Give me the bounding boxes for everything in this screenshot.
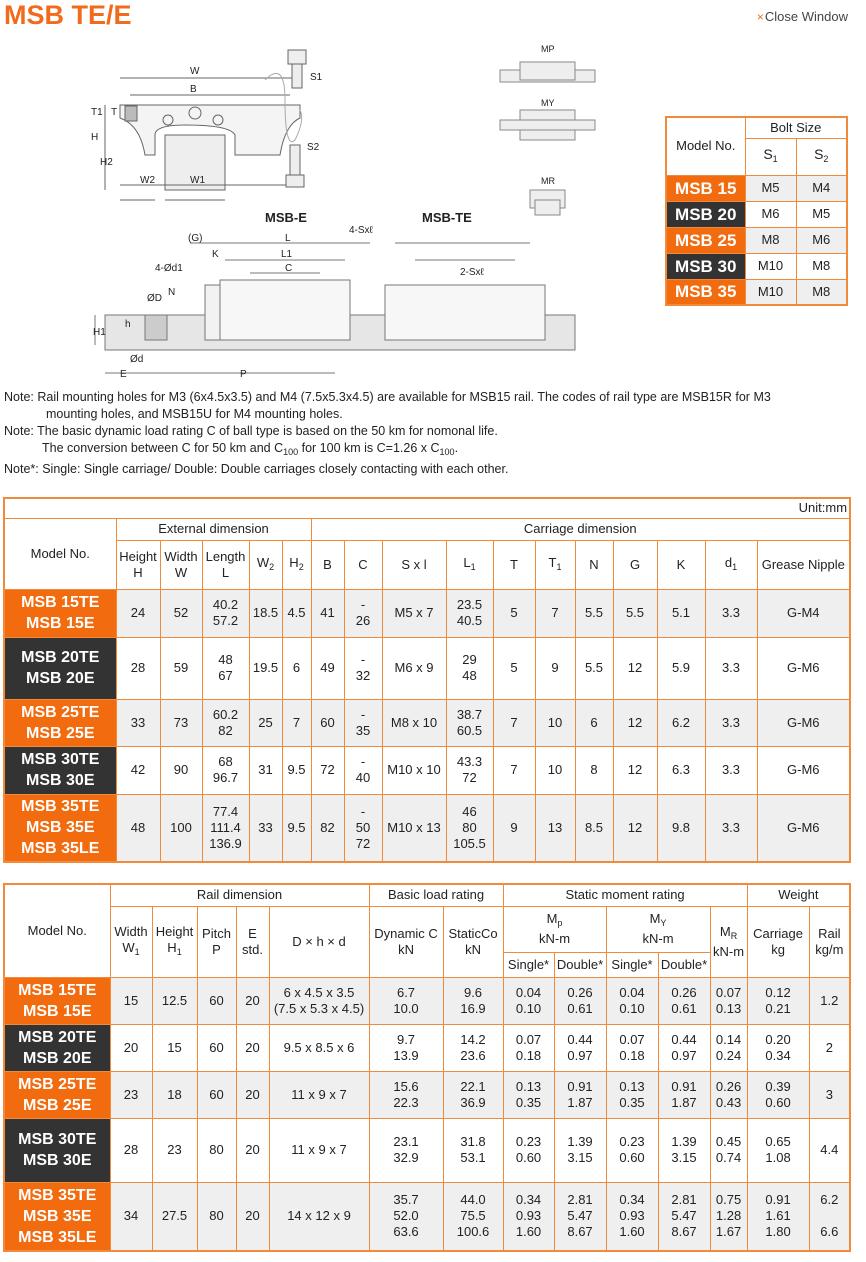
value-cell: 0.26 0.43 bbox=[710, 1071, 747, 1118]
column-header: C bbox=[344, 540, 382, 589]
model-cell: MSB 25TE MSB 25E bbox=[4, 699, 116, 746]
column-header: G bbox=[613, 540, 657, 589]
value-cell: 44.0 75.5 100.6 bbox=[443, 1182, 503, 1251]
value-cell: 0.44 0.97 bbox=[554, 1024, 606, 1071]
rail-weight-header: Rail kg/m bbox=[809, 906, 850, 977]
s1-cell: M8 bbox=[745, 227, 796, 253]
value-cell: 48 bbox=[116, 794, 160, 862]
value-cell: 31 bbox=[249, 746, 282, 794]
value-cell: M10 x 13 bbox=[382, 794, 446, 862]
value-cell: 18.5 bbox=[249, 589, 282, 637]
value-cell: 42 bbox=[116, 746, 160, 794]
label-2sxl: 2-Sxℓ bbox=[460, 267, 484, 278]
value-cell: 5.1 bbox=[657, 589, 705, 637]
page-title: MSB TE/E bbox=[4, 0, 132, 30]
value-cell: 12 bbox=[613, 699, 657, 746]
value-cell: 0.91 1.61 1.80 bbox=[747, 1182, 809, 1251]
value-cell: 0.23 0.60 bbox=[606, 1118, 658, 1182]
value-cell: 0.20 0.34 bbox=[747, 1024, 809, 1071]
value-cell: 8 bbox=[575, 746, 613, 794]
value-cell: 0.65 1.08 bbox=[747, 1118, 809, 1182]
value-cell: 12 bbox=[613, 746, 657, 794]
bolt-size-header: Bolt Size bbox=[745, 117, 847, 138]
table-row bbox=[4, 1024, 850, 1071]
value-cell: 4.5 bbox=[282, 589, 311, 637]
value-cell: - 50 72 bbox=[344, 794, 382, 862]
mp-single-header: Single* bbox=[503, 952, 554, 977]
value-cell: 0.26 0.61 bbox=[658, 977, 710, 1024]
rail-load-moment-table bbox=[3, 883, 851, 1252]
model-header: Model No. bbox=[4, 884, 110, 977]
value-cell: 82 bbox=[311, 794, 344, 862]
value-cell: 0.34 0.93 1.60 bbox=[606, 1182, 658, 1251]
value-cell: 31.8 53.1 bbox=[443, 1118, 503, 1182]
value-cell: - 40 bbox=[344, 746, 382, 794]
column-header: $L_1$ bbox=[446, 540, 493, 589]
value-cell: 60.2 82 bbox=[202, 699, 249, 746]
value-cell: 20 bbox=[236, 1024, 269, 1071]
value-cell: G-M6 bbox=[757, 637, 850, 699]
value-cell: 20 bbox=[236, 1071, 269, 1118]
value-cell: 9.8 bbox=[657, 794, 705, 862]
column-header: N bbox=[575, 540, 613, 589]
value-cell: 24 bbox=[116, 589, 160, 637]
label-4d1: 4-Ød1 bbox=[155, 263, 183, 274]
label-h2: H2 bbox=[100, 157, 113, 168]
value-cell: 13 bbox=[535, 794, 575, 862]
s2-cell: M6 bbox=[796, 227, 847, 253]
value-cell: 33 bbox=[249, 794, 282, 862]
column-header: Height H bbox=[116, 540, 160, 589]
value-cell: 14 x 12 x 9 bbox=[269, 1182, 369, 1251]
value-cell: 72 bbox=[311, 746, 344, 794]
value-cell: 60 bbox=[197, 977, 236, 1024]
value-cell: 7 bbox=[493, 699, 535, 746]
note-2-cont: The conversion between C for 50 km and $C_{100}$ for 100 km is C=1.26 x $C_{100}$. bbox=[42, 441, 459, 457]
value-cell: 15 bbox=[152, 1024, 197, 1071]
carriage-dimension-table bbox=[3, 497, 851, 863]
value-cell: 5 bbox=[493, 589, 535, 637]
mr-header: $M_R$ kN-m bbox=[710, 906, 747, 977]
value-cell: 0.45 0.74 bbox=[710, 1118, 747, 1182]
value-cell: 6 x 4.5 x 3.5 (7.5 x 5.3 x 4.5) bbox=[269, 977, 369, 1024]
label-e: E bbox=[120, 369, 127, 380]
e-header: E std. bbox=[236, 906, 269, 977]
value-cell: 60 bbox=[197, 1071, 236, 1118]
label-w2: W2 bbox=[140, 175, 155, 186]
value-cell: M5 x 7 bbox=[382, 589, 446, 637]
value-cell: 18 bbox=[152, 1071, 197, 1118]
value-cell: 5.5 bbox=[575, 589, 613, 637]
s1-cell: M5 bbox=[745, 175, 796, 201]
label-l1: L1 bbox=[281, 249, 293, 260]
column-header: $W_2$ bbox=[249, 540, 282, 589]
value-cell: G-M4 bbox=[757, 589, 850, 637]
value-cell: 5.5 bbox=[613, 589, 657, 637]
value-cell: 73 bbox=[160, 699, 202, 746]
table-row bbox=[4, 794, 850, 862]
unit-label: Unit:mm bbox=[4, 498, 850, 518]
value-cell: 7 bbox=[535, 589, 575, 637]
value-cell: - 26 bbox=[344, 589, 382, 637]
column-header: $d_1$ bbox=[705, 540, 757, 589]
value-cell: 23 bbox=[110, 1071, 152, 1118]
w1-header: Width $W_1$ bbox=[110, 906, 152, 977]
value-cell: 6 bbox=[282, 637, 311, 699]
value-cell: 12 bbox=[613, 794, 657, 862]
bolt-row bbox=[666, 227, 847, 253]
model-cell: MSB 20 bbox=[666, 201, 745, 227]
value-cell: 15 bbox=[110, 977, 152, 1024]
value-cell: 60 bbox=[311, 699, 344, 746]
value-cell: 48 67 bbox=[202, 637, 249, 699]
msb-e-title: MSB-E bbox=[265, 210, 307, 225]
s2-cell: M8 bbox=[796, 253, 847, 279]
value-cell: 0.14 0.24 bbox=[710, 1024, 747, 1071]
value-cell: 68 96.7 bbox=[202, 746, 249, 794]
value-cell: 22.1 36.9 bbox=[443, 1071, 503, 1118]
value-cell: 19.5 bbox=[249, 637, 282, 699]
value-cell: 20 bbox=[236, 1118, 269, 1182]
value-cell: 5 bbox=[493, 637, 535, 699]
value-cell: 80 bbox=[197, 1118, 236, 1182]
value-cell: 0.04 0.10 bbox=[503, 977, 554, 1024]
value-cell: 6.3 bbox=[657, 746, 705, 794]
model-cell: MSB 30 bbox=[666, 253, 745, 279]
value-cell: 3.3 bbox=[705, 637, 757, 699]
value-cell: 11 x 9 x 7 bbox=[269, 1071, 369, 1118]
value-cell: 1.39 3.15 bbox=[554, 1118, 606, 1182]
value-cell: 12.5 bbox=[152, 977, 197, 1024]
label-h: H bbox=[91, 132, 99, 143]
label-t1: T1 bbox=[91, 107, 103, 118]
s1-cell: M10 bbox=[745, 279, 796, 305]
pitch-header: Pitch P bbox=[197, 906, 236, 977]
model-cell: MSB 30TE MSB 30E bbox=[4, 1118, 110, 1182]
value-cell: 90 bbox=[160, 746, 202, 794]
s1-cell: M10 bbox=[745, 253, 796, 279]
close-window-button[interactable] bbox=[757, 9, 848, 24]
value-cell: 9.7 13.9 bbox=[369, 1024, 443, 1071]
label-h: h bbox=[125, 319, 131, 330]
label-my: MY bbox=[541, 98, 555, 108]
column-header: Grease Nipple bbox=[757, 540, 850, 589]
column-header: Width W bbox=[160, 540, 202, 589]
my-single-header: Single* bbox=[606, 952, 658, 977]
model-cell: MSB 15 bbox=[666, 175, 745, 201]
value-cell: 2 bbox=[809, 1024, 850, 1071]
value-cell: 0.91 1.87 bbox=[554, 1071, 606, 1118]
column-header: $H_2$ bbox=[282, 540, 311, 589]
value-cell: 40.2 57.2 bbox=[202, 589, 249, 637]
label-w1: W1 bbox=[190, 175, 205, 186]
bolt-row bbox=[666, 279, 847, 305]
value-cell: 52 bbox=[160, 589, 202, 637]
value-cell: 0.23 0.60 bbox=[503, 1118, 554, 1182]
bolt-row bbox=[666, 175, 847, 201]
s2-cell: M8 bbox=[796, 279, 847, 305]
table-row bbox=[4, 1182, 850, 1251]
value-cell: M10 x 10 bbox=[382, 746, 446, 794]
note-2: Note: The basic dynamic load rating C of ball type is based on the 50 km for nomonal life. bbox=[4, 424, 498, 438]
label-k: K bbox=[212, 249, 219, 260]
carriage-dimension-header: Carriage dimension bbox=[311, 518, 850, 540]
s2-header: $S_2$ bbox=[796, 138, 847, 175]
value-cell: 9 bbox=[493, 794, 535, 862]
value-cell: 38.7 60.5 bbox=[446, 699, 493, 746]
value-cell: 9.5 bbox=[282, 746, 311, 794]
moment-diagrams bbox=[495, 40, 605, 220]
basic-load-header: Basic load rating bbox=[369, 884, 503, 906]
value-cell: - 32 bbox=[344, 637, 382, 699]
value-cell: 100 bbox=[160, 794, 202, 862]
notes bbox=[4, 389, 771, 478]
value-cell: 10 bbox=[535, 699, 575, 746]
mp-header: $M_p$ kN-m bbox=[503, 906, 606, 952]
s1-header: $S_1$ bbox=[745, 138, 796, 175]
mp-double-header: Double* bbox=[554, 952, 606, 977]
label-bigd: ØD bbox=[147, 293, 162, 304]
value-cell: 11 x 9 x 7 bbox=[269, 1118, 369, 1182]
label-s2: S2 bbox=[307, 142, 320, 153]
model-header: Model No. bbox=[666, 117, 745, 175]
carriage-weight-header: Carriage kg bbox=[747, 906, 809, 977]
static-moment-header: Static moment rating bbox=[503, 884, 747, 906]
model-cell: MSB 25TE MSB 25E bbox=[4, 1071, 110, 1118]
value-cell: 46 80 105.5 bbox=[446, 794, 493, 862]
column-header: $T_1$ bbox=[535, 540, 575, 589]
s2-cell: M5 bbox=[796, 201, 847, 227]
value-cell: 0.26 0.61 bbox=[554, 977, 606, 1024]
table-row bbox=[4, 699, 850, 746]
label-g: (G) bbox=[188, 233, 203, 244]
value-cell: 0.13 0.35 bbox=[606, 1071, 658, 1118]
value-cell: 10 bbox=[535, 746, 575, 794]
label-4sxl: 4-Sxℓ bbox=[349, 225, 373, 236]
value-cell: 59 bbox=[160, 637, 202, 699]
value-cell: 9 bbox=[535, 637, 575, 699]
value-cell: 27.5 bbox=[152, 1182, 197, 1251]
value-cell: 20 bbox=[110, 1024, 152, 1071]
table-row bbox=[4, 746, 850, 794]
model-cell: MSB 35TE MSB 35E MSB 35LE bbox=[4, 1182, 110, 1251]
label-p: P bbox=[240, 369, 247, 380]
external-dimension-header: External dimension bbox=[116, 518, 311, 540]
value-cell: 23.1 32.9 bbox=[369, 1118, 443, 1182]
note-3: Note*: Single: Single carriage/ Double: Double carriages closely contacting with each other. bbox=[4, 462, 509, 476]
column-header: S x l bbox=[382, 540, 446, 589]
label-s1: S1 bbox=[310, 72, 323, 83]
value-cell: 20 bbox=[236, 977, 269, 1024]
value-cell: 0.91 1.87 bbox=[658, 1071, 710, 1118]
label-n: N bbox=[168, 287, 176, 298]
value-cell: 15.6 22.3 bbox=[369, 1071, 443, 1118]
column-header: T bbox=[493, 540, 535, 589]
label-d: Ød bbox=[130, 354, 144, 365]
label-h1: H1 bbox=[93, 327, 106, 338]
value-cell: 0.75 1.28 1.67 bbox=[710, 1182, 747, 1251]
value-cell: 0.44 0.97 bbox=[658, 1024, 710, 1071]
model-cell: MSB 15TE MSB 15E bbox=[4, 589, 116, 637]
table-row bbox=[4, 637, 850, 699]
close-window-label: Close Window bbox=[764, 9, 848, 24]
dhd-header: D × h × d bbox=[269, 906, 369, 977]
close-icon: × bbox=[756, 10, 764, 24]
h1-header: Height $H_1$ bbox=[152, 906, 197, 977]
label-c: C bbox=[285, 263, 293, 274]
model-cell: MSB 15TE MSB 15E bbox=[4, 977, 110, 1024]
note-1: Note: Rail mounting holes for M3 (6x4.5x3.5) and M4 (7.5x5.3x4.5) are available for MSB15 rail. The codes of rail type are MSB15R for M3 bbox=[4, 390, 771, 404]
value-cell: M8 x 10 bbox=[382, 699, 446, 746]
model-cell: MSB 35 bbox=[666, 279, 745, 305]
value-cell: 77.4 111.4 136.9 bbox=[202, 794, 249, 862]
label-l: L bbox=[285, 233, 291, 244]
value-cell: 4.4 bbox=[809, 1118, 850, 1182]
column-header: B bbox=[311, 540, 344, 589]
msb-te-title: MSB-TE bbox=[422, 210, 472, 225]
value-cell: 5.5 bbox=[575, 637, 613, 699]
label-mp: MP bbox=[541, 44, 555, 54]
value-cell: 0.04 0.10 bbox=[606, 977, 658, 1024]
value-cell: 9.6 16.9 bbox=[443, 977, 503, 1024]
value-cell: 7 bbox=[493, 746, 535, 794]
my-header: $M_Y$ kN-m bbox=[606, 906, 710, 952]
value-cell: 1.2 bbox=[809, 977, 850, 1024]
label-t: T bbox=[111, 107, 118, 118]
value-cell: G-M6 bbox=[757, 746, 850, 794]
value-cell: 12 bbox=[613, 637, 657, 699]
value-cell: 9.5 bbox=[282, 794, 311, 862]
model-cell: MSB 25 bbox=[666, 227, 745, 253]
value-cell: 0.07 0.18 bbox=[606, 1024, 658, 1071]
my-double-header: Double* bbox=[658, 952, 710, 977]
value-cell: 35.7 52.0 63.6 bbox=[369, 1182, 443, 1251]
value-cell: 0.07 0.13 bbox=[710, 977, 747, 1024]
side-view-drawing bbox=[85, 205, 585, 380]
value-cell: 0.13 0.35 bbox=[503, 1071, 554, 1118]
value-cell: 1.39 3.15 bbox=[658, 1118, 710, 1182]
label-w: W bbox=[190, 66, 200, 77]
note-1-cont: mounting holes, and MSB15U for M4 mounting holes. bbox=[46, 407, 343, 421]
rail-dimension-header: Rail dimension bbox=[110, 884, 369, 906]
value-cell: G-M6 bbox=[757, 794, 850, 862]
value-cell: 3 bbox=[809, 1071, 850, 1118]
value-cell: 3.3 bbox=[705, 746, 757, 794]
value-cell: M6 x 9 bbox=[382, 637, 446, 699]
bolt-row bbox=[666, 201, 847, 227]
value-cell: 6.7 10.0 bbox=[369, 977, 443, 1024]
value-cell: 6.2 bbox=[657, 699, 705, 746]
bolt-row bbox=[666, 253, 847, 279]
value-cell: 29 48 bbox=[446, 637, 493, 699]
s1-cell: M6 bbox=[745, 201, 796, 227]
value-cell: 5.9 bbox=[657, 637, 705, 699]
value-cell: 7 bbox=[282, 699, 311, 746]
s2-cell: M4 bbox=[796, 175, 847, 201]
weight-header: Weight bbox=[747, 884, 850, 906]
value-cell: 2.81 5.47 8.67 bbox=[554, 1182, 606, 1251]
value-cell: 60 bbox=[197, 1024, 236, 1071]
value-cell: - 35 bbox=[344, 699, 382, 746]
label-mr: MR bbox=[541, 176, 555, 186]
value-cell: 3.3 bbox=[705, 794, 757, 862]
value-cell: 49 bbox=[311, 637, 344, 699]
model-header: Model No. bbox=[4, 518, 116, 589]
value-cell: 0.07 0.18 bbox=[503, 1024, 554, 1071]
table-row bbox=[4, 1071, 850, 1118]
value-cell: 9.5 x 8.5 x 6 bbox=[269, 1024, 369, 1071]
value-cell: 41 bbox=[311, 589, 344, 637]
column-header: Length L bbox=[202, 540, 249, 589]
value-cell: 6 bbox=[575, 699, 613, 746]
static-co-header: StaticCo kN bbox=[443, 906, 503, 977]
value-cell: 23 bbox=[152, 1118, 197, 1182]
value-cell: 0.12 0.21 bbox=[747, 977, 809, 1024]
carriage-cross-section-drawing bbox=[85, 40, 325, 205]
value-cell: 8.5 bbox=[575, 794, 613, 862]
value-cell: 20 bbox=[236, 1182, 269, 1251]
value-cell: 6.2 6.6 bbox=[809, 1182, 850, 1251]
table-row bbox=[4, 1118, 850, 1182]
model-cell: MSB 35TE MSB 35E MSB 35LE bbox=[4, 794, 116, 862]
value-cell: 28 bbox=[110, 1118, 152, 1182]
value-cell: 0.39 0.60 bbox=[747, 1071, 809, 1118]
value-cell: 23.5 40.5 bbox=[446, 589, 493, 637]
value-cell: 2.81 5.47 8.67 bbox=[658, 1182, 710, 1251]
value-cell: 3.3 bbox=[705, 589, 757, 637]
model-cell: MSB 20TE MSB 20E bbox=[4, 1024, 110, 1071]
label-b: B bbox=[190, 84, 197, 95]
value-cell: 0.34 0.93 1.60 bbox=[503, 1182, 554, 1251]
value-cell: 3.3 bbox=[705, 699, 757, 746]
value-cell: 33 bbox=[116, 699, 160, 746]
model-cell: MSB 20TE MSB 20E bbox=[4, 637, 116, 699]
value-cell: 14.2 23.6 bbox=[443, 1024, 503, 1071]
table-row bbox=[4, 977, 850, 1024]
table-row bbox=[4, 589, 850, 637]
value-cell: 25 bbox=[249, 699, 282, 746]
value-cell: G-M6 bbox=[757, 699, 850, 746]
value-cell: 28 bbox=[116, 637, 160, 699]
bolt-size-table bbox=[665, 116, 848, 306]
value-cell: 80 bbox=[197, 1182, 236, 1251]
column-header: K bbox=[657, 540, 705, 589]
value-cell: 34 bbox=[110, 1182, 152, 1251]
value-cell: 43.3 72 bbox=[446, 746, 493, 794]
dynamic-c-header: Dynamic C kN bbox=[369, 906, 443, 977]
model-cell: MSB 30TE MSB 30E bbox=[4, 746, 116, 794]
